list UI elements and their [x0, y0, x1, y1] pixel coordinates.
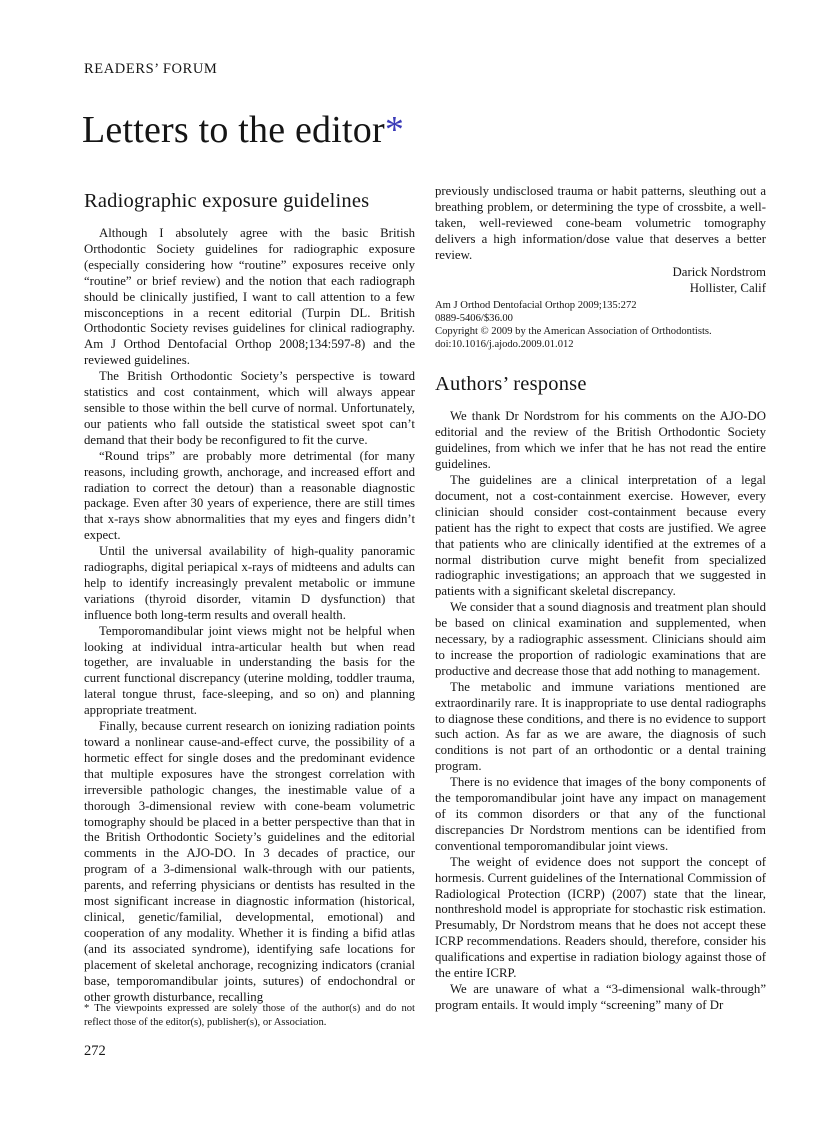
signature-name: Darick Nordstrom [672, 264, 766, 279]
letter-paragraph-3: “Round trips” are probably more detrimental (for many reasons, including growth, anchorage, and increased effort and radiation to correct the detour) than a reasonable diagnostic package. Even after 30 years of experience, there are still times that x-rays show abnormalities that my eyes and fingers didn’t expect. [84, 448, 415, 543]
page-number: 272 [84, 1043, 106, 1059]
signature-block [435, 264, 766, 296]
signature-location: Hollister, Calif [689, 280, 766, 295]
right-column [435, 184, 766, 1014]
title-footnote: * The viewpoints expressed are solely those of the author(s) and do not reflect those of the editor(s), publisher(s), or Association. [84, 1003, 415, 1028]
response-paragraph-4: The metabolic and immune variations mentioned are extraordinarily rare. It is inappropriate to use dental radiographs to diagnose these conditions, and there is no evidence to support such action. As far as we are aware, the diagnosis of such conditions is not part of an orthodontic or a dental training program. [435, 679, 766, 774]
response-paragraph-1: We thank Dr Nordstrom for his comments on the AJO-DO editorial and the review of the British Orthodontic Society guidelines, from which we infer that he has not read the entire guidelines. [435, 409, 766, 472]
response-paragraph-7: We are unaware of what a “3-dimensional walk-through” program entails. It would imply “screening” many of Dr [435, 981, 766, 1012]
response-heading: Authors’ response [435, 373, 587, 396]
letter-paragraph-2: The British Orthodontic Society’s perspective is toward statistics and cost containment, which will always appear sensible to those within the bell curve of normal. Unfortunately, our patients who fall outside the statistical sweet spot can’t demand that their body be reconfigured to fit the curve. [84, 369, 415, 447]
letter-paragraph-5: Temporomandibular joint views might not be helpful when looking at individual intra-articular health but when read together, are invaluable in understanding the basis for the current functional discrepancy (uterine molding, toddler trauma, lateral tongue thrust, face-sleeping, and so on) and planning appropriate treatment. [84, 623, 415, 718]
letter-heading: Radiographic exposure guidelines [84, 190, 370, 212]
letter-paragraph-4: Until the universal availability of high-quality panoramic radiographs, digital periapical x-rays of midteens and adults can help to identify increasingly prevalent metabolic or immune variations (thyroid disorder, vitamin D dysfunction) that influence both long-term results and overall health. [84, 544, 415, 622]
title-footnote-asterisk: * [384, 109, 405, 151]
left-column [84, 189, 415, 1005]
response-paragraph-2: The guidelines are a clinical interpretation of a legal document, not a cost-containment exercise. However, every clinician should consider cost-containment because every patient has the right to expect that costs are justified. We agree that patients who are clinically identified at the extremes of a normal distribution curve might benefit from specialized radiographic investigations; an approach that we suggested in patients with a significant skeletal discrepancy. [435, 472, 766, 599]
citation-copyright-line: Copyright © 2009 by the American Association of Orthodontists. [435, 325, 712, 337]
response-paragraph-6: The weight of evidence does not support the concept of hormesis. Current guidelines of the International Commission of Radiological Protection (ICRP) (2007) state that the linear, nonthreshold model is appropriate for stochastic risk estimation. Presumably, Dr Nordstrom means that he does not accept these ICRP recommendations. Readers should, therefore, consider his qualifications and expertise in radiation biology against those of the entire ICRP. [435, 854, 766, 981]
response-paragraph-5: There is no evidence that images of the bony components of the temporomandibular joint have any impact on management of its common disorders or that any of the functional discrepancies Dr Nordstrom mentions can be identified from conventional temporomandibular joint views. [435, 775, 766, 853]
citation-issn-line: 0889-5406/$36.00 [435, 312, 513, 324]
letter-paragraph-continued: previously undisclosed trauma or habit patterns, sleuthing out a breathing problem, or determining the type of crossbite, a well-taken, well-reviewed cone-beam volumetric tomography delivers a high information/dose value that deserves a better review. [435, 184, 766, 262]
page-title-text: Letters to the editor [82, 109, 385, 151]
letter-paragraph-1: Although I absolutely agree with the basic British Orthodontic Society guidelines for radiographic exposure (especially considering how “routine” exposures receive only “routine” or brief review) and the notion that each radiograph should be clinically justified, I want to call attention to a few misconceptions in a recent editorial (Turpin DL. British Orthodontic Society revises guidelines for clinical radiography. Am J Orthod Dentofacial Orthop 2008;134:597-8) and the reviewed guidelines. [84, 226, 415, 368]
letter-paragraph-6: Finally, because current research on ionizing radiation points toward a nonlinear cause-and-effect curve, the possibility of a hormetic effect for single doses and the predominant evidence that multiple exposures have the strongest correlation with irreversible pathologic changes, the inestimable value of a thorough 3-dimensional review with cone-beam volumetric tomography should be placed in a better perspective than that in the British Orthodontic Society’s guidelines and the editorial comments in the AJO-DO. In 3 decades of practice, our program of a 3-dimensional walk-through with our patients, parents, and referring physicians or dentists has resulted in the most significant increase in diagnostic information (historical, clinical, genetic/familial, developmental, emotional) and cooperation of any modality. Whether it is finding a bifid atlas (and its associated syndrome), identifying safe locations for placement of skeletal anchorage, recognizing indicators (cranial base, temporomandibular joints, sutures) of endochondral or other growth disturbance, recalling [84, 719, 415, 1004]
section-kicker: READERS’ FORUM [84, 61, 218, 77]
citation-doi-line: doi:10.1016/j.ajodo.2009.01.012 [435, 339, 574, 351]
citation-block [435, 299, 766, 352]
page-title [82, 108, 404, 152]
response-paragraph-3: We consider that a sound diagnosis and treatment plan should be based on clinical examination and supplemented, when necessary, by a radiographic assessment. Clinicians should aim to increase the proportion of radiologic examinations that are productive and decrease those that add nothing to management. [435, 600, 766, 678]
citation-journal-line: Am J Orthod Dentofacial Orthop 2009;135:272 [435, 299, 637, 311]
